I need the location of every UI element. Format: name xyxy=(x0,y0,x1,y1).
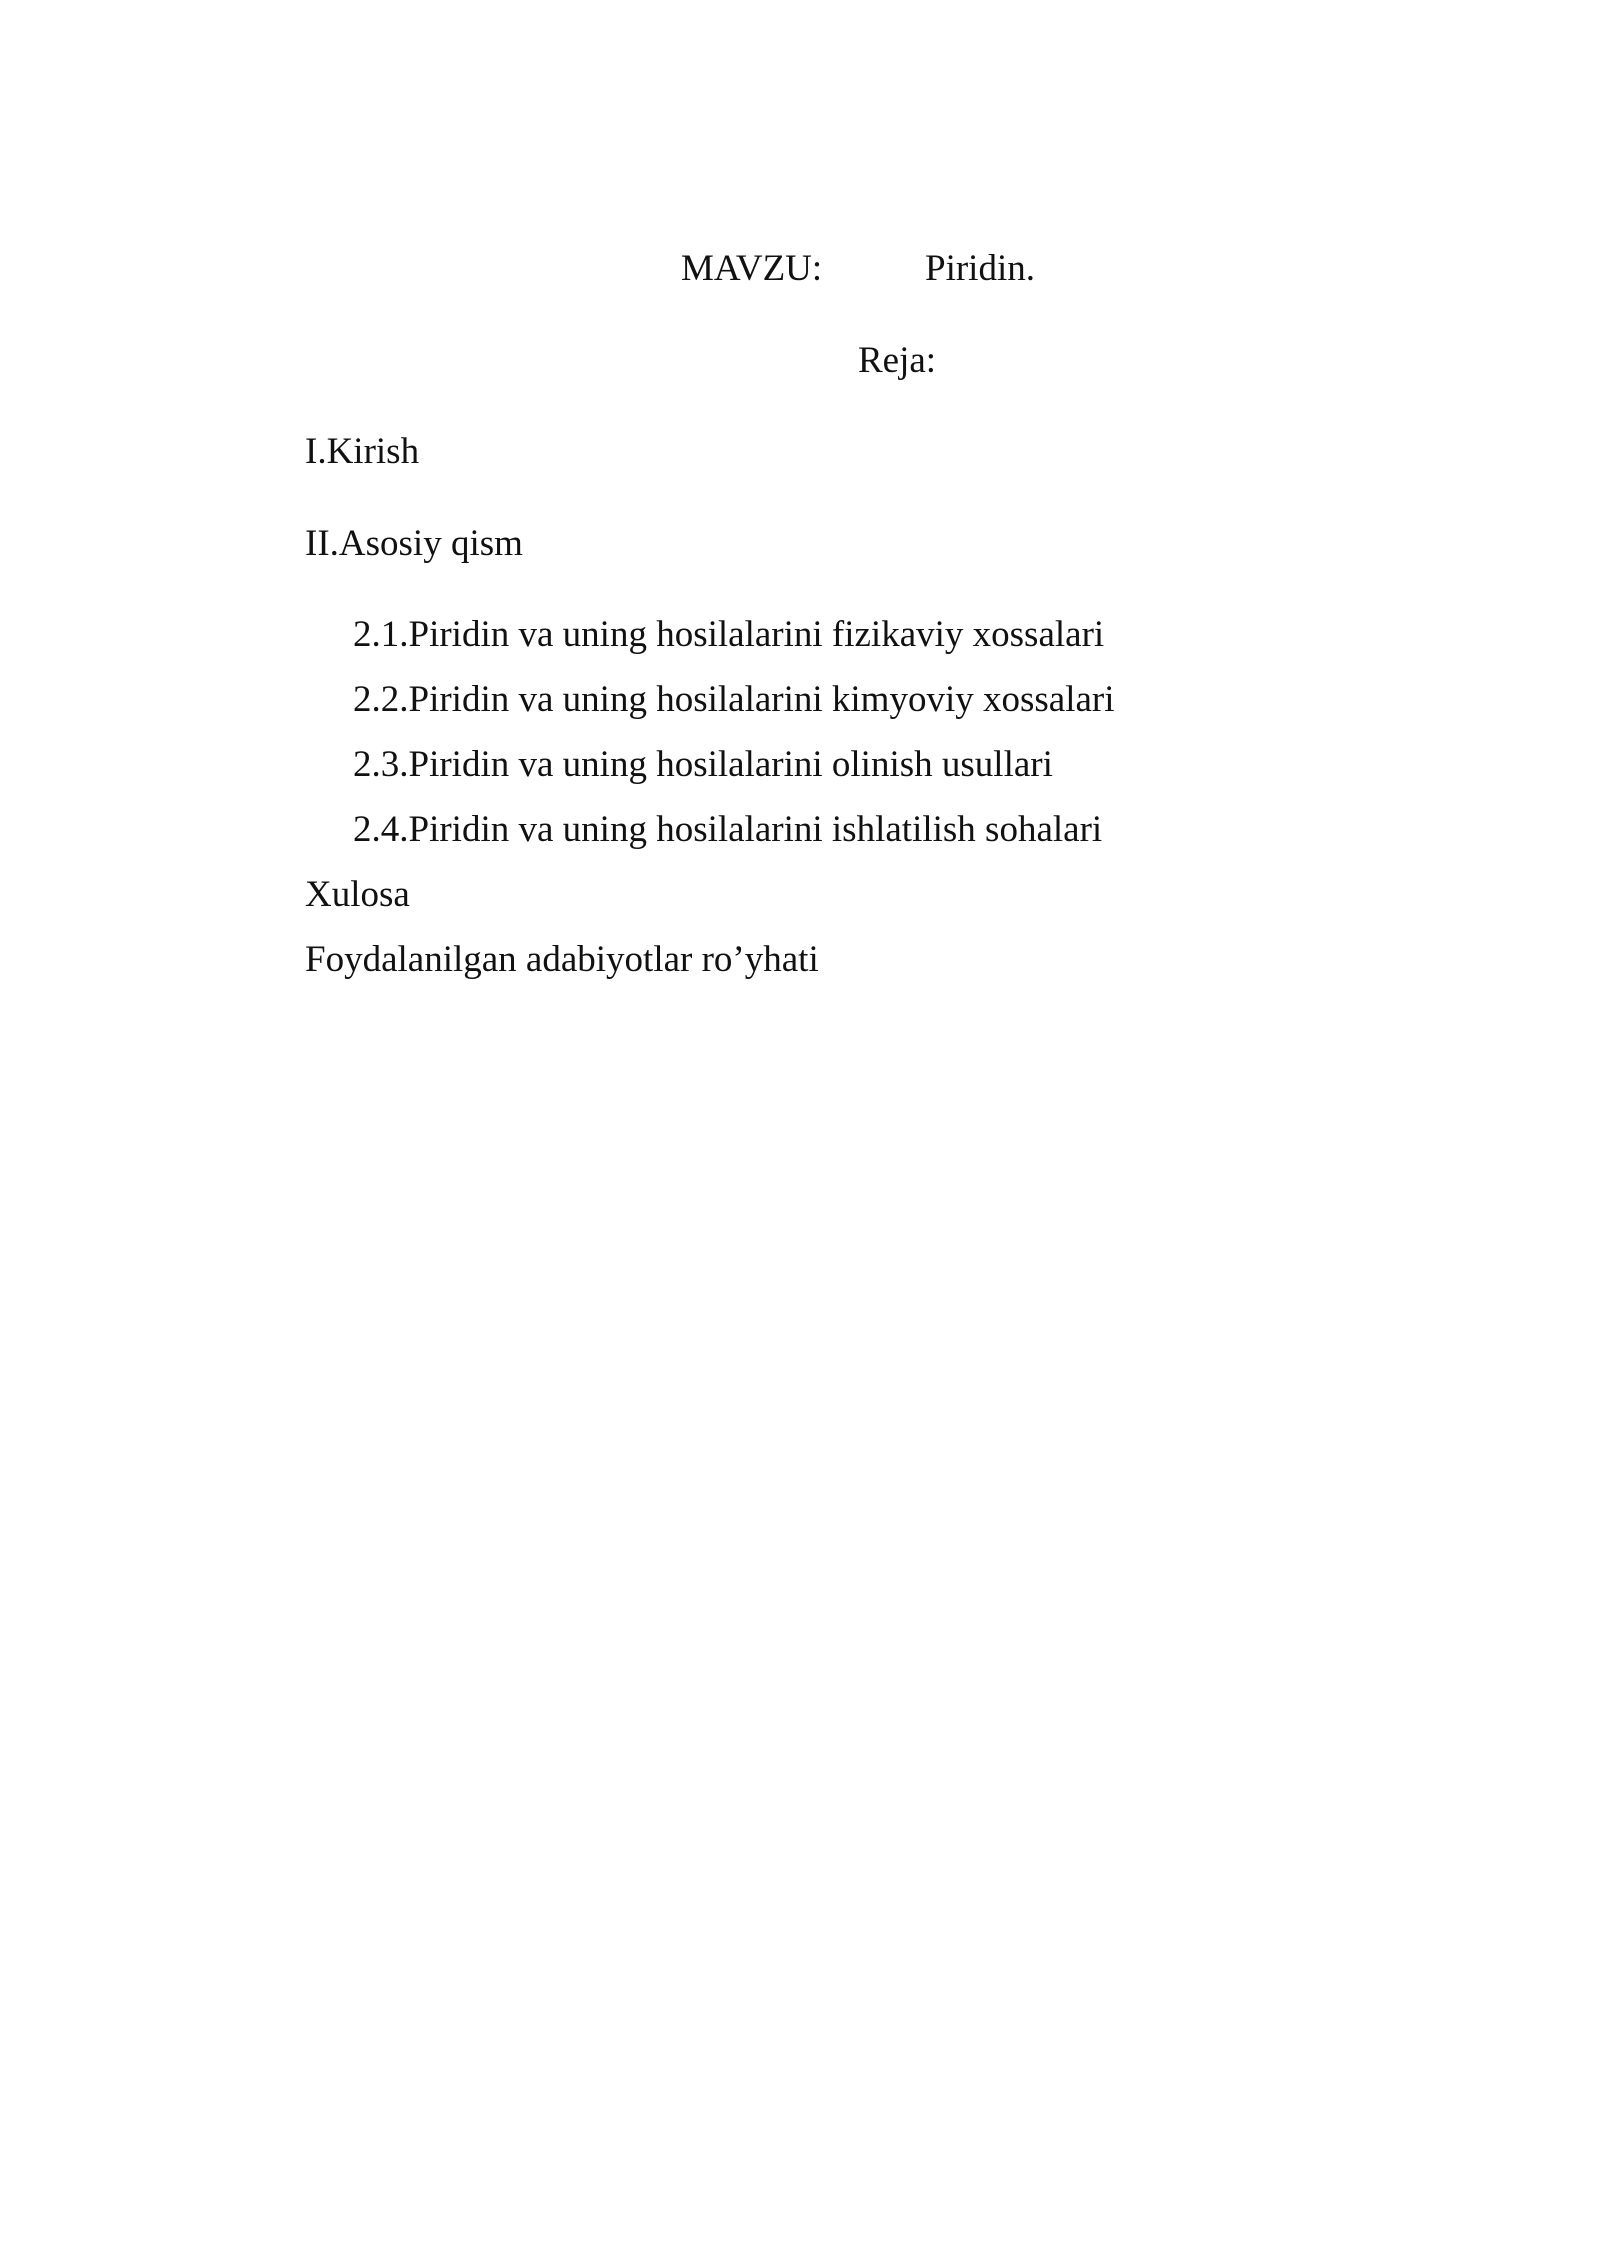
plan-subitem: 2.3.Piridin va uning hosilalarini olinish usullari xyxy=(353,744,1053,785)
topic-label: MAVZU: xyxy=(681,248,823,289)
plan-subitem: 2.1.Piridin va uning hosilalarini fizikaviy xossalari xyxy=(353,614,1105,655)
plan-item-conclusion: Xulosa xyxy=(305,874,410,915)
plan-subitem: 2.2.Piridin va uning hosilalarini kimyoviy xossalari xyxy=(353,679,1115,720)
topic-title: Piridin. xyxy=(925,248,1035,289)
plan-item-introduction: I.Kirish xyxy=(305,431,420,472)
plan-item-references: Foydalanilgan adabiyotlar ro’yhati xyxy=(305,939,819,980)
plan-item-main-part: II.Asosiy qism xyxy=(305,523,523,564)
plan-heading: Reja: xyxy=(858,340,937,381)
plan-subitem: 2.4.Piridin va uning hosilalarini ishlatilish sohalari xyxy=(353,809,1103,850)
